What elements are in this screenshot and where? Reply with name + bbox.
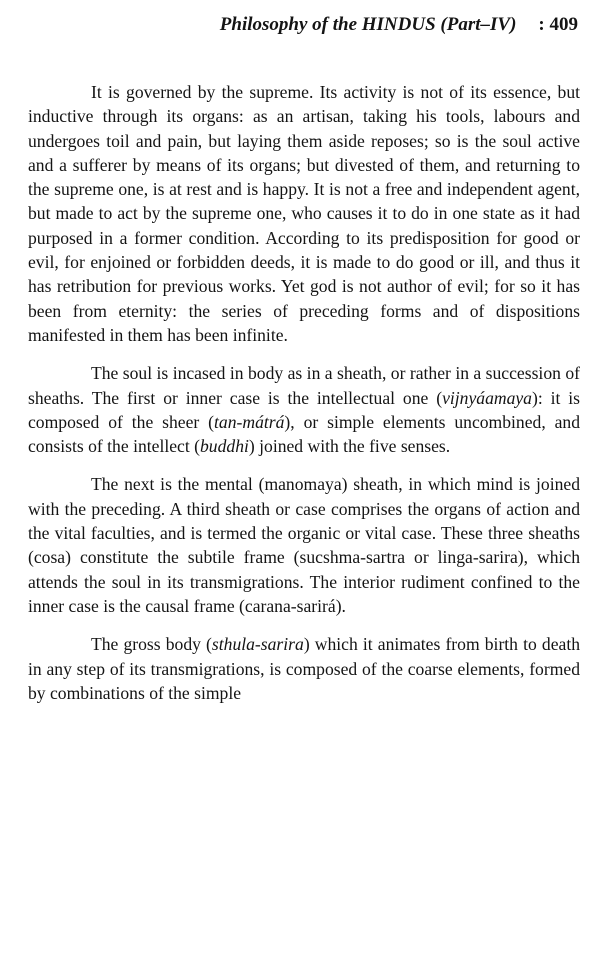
italic-term: tan-mátrá — [214, 411, 285, 432]
text-run: The next is the mental (manomaya) sheath, in which mind is joined with the preceding. A third sheath or case comprises the organs of action and the vital faculties, and is termed the organic or vital case. These three sheaths (cosa) constitute the subtile frame (sucshma-sartra or linga-sarira), which attends the soul in its transmigrations. The interior rudiment confined to the inner case is the causal frame (carana-sarirá). — [28, 474, 580, 616]
paragraph — [28, 632, 580, 705]
running-header — [0, 14, 578, 36]
header-title: Philosophy of the HINDUS (Part–IV) — [219, 14, 517, 35]
italic-term: buddhi — [200, 436, 249, 457]
paragraph — [28, 472, 580, 618]
text-run: ) joined with the five senses. — [248, 436, 451, 457]
italic-term: vijnyáamaya — [442, 387, 532, 408]
text-run: ) which it animates from birth to death in any step of its transmigrations, is composed of the coarse elements, formed by combinations of the simple — [28, 634, 580, 703]
page-body — [28, 80, 580, 705]
page-number: : 409 — [538, 14, 578, 35]
italic-term: sthula-sarira — [211, 634, 304, 655]
text-run: It is governed by the supreme. Its activity is not of its essence, but inductive through its organs: as an artisan, taking his tools, labours and undergoes toil and pain, but laying them aside reposes; so is the soul active and a sufferer by means of its organs; but divested of them, and returning to the supreme one, is at rest and is happy. It is not a free and independent agent, but made to act by the supreme one, who causes it to do in one state as it had purposed in a former condition. According to its predisposition for good or evil, for enjoined or forbidden deeds, it is made to do good or ill, and thus it has retribution for previous works. Yet god is not author of evil; for so it has been from eternity: the series of preceding forms and of dispositions manifested in them has been infinite. — [28, 82, 580, 345]
text-run: ): it is composed of the sheer ( — [28, 387, 580, 432]
text-run: The gross body ( — [91, 634, 212, 655]
paragraph — [28, 80, 580, 347]
text-run: ), or simple elements uncombined, and consists of the intellect ( — [28, 411, 581, 457]
paragraph — [28, 361, 580, 458]
text-run: The soul is incased in body as in a sheath, or rather in a succession of sheaths. The first or inner case is the intellectual one ( — [28, 363, 580, 408]
